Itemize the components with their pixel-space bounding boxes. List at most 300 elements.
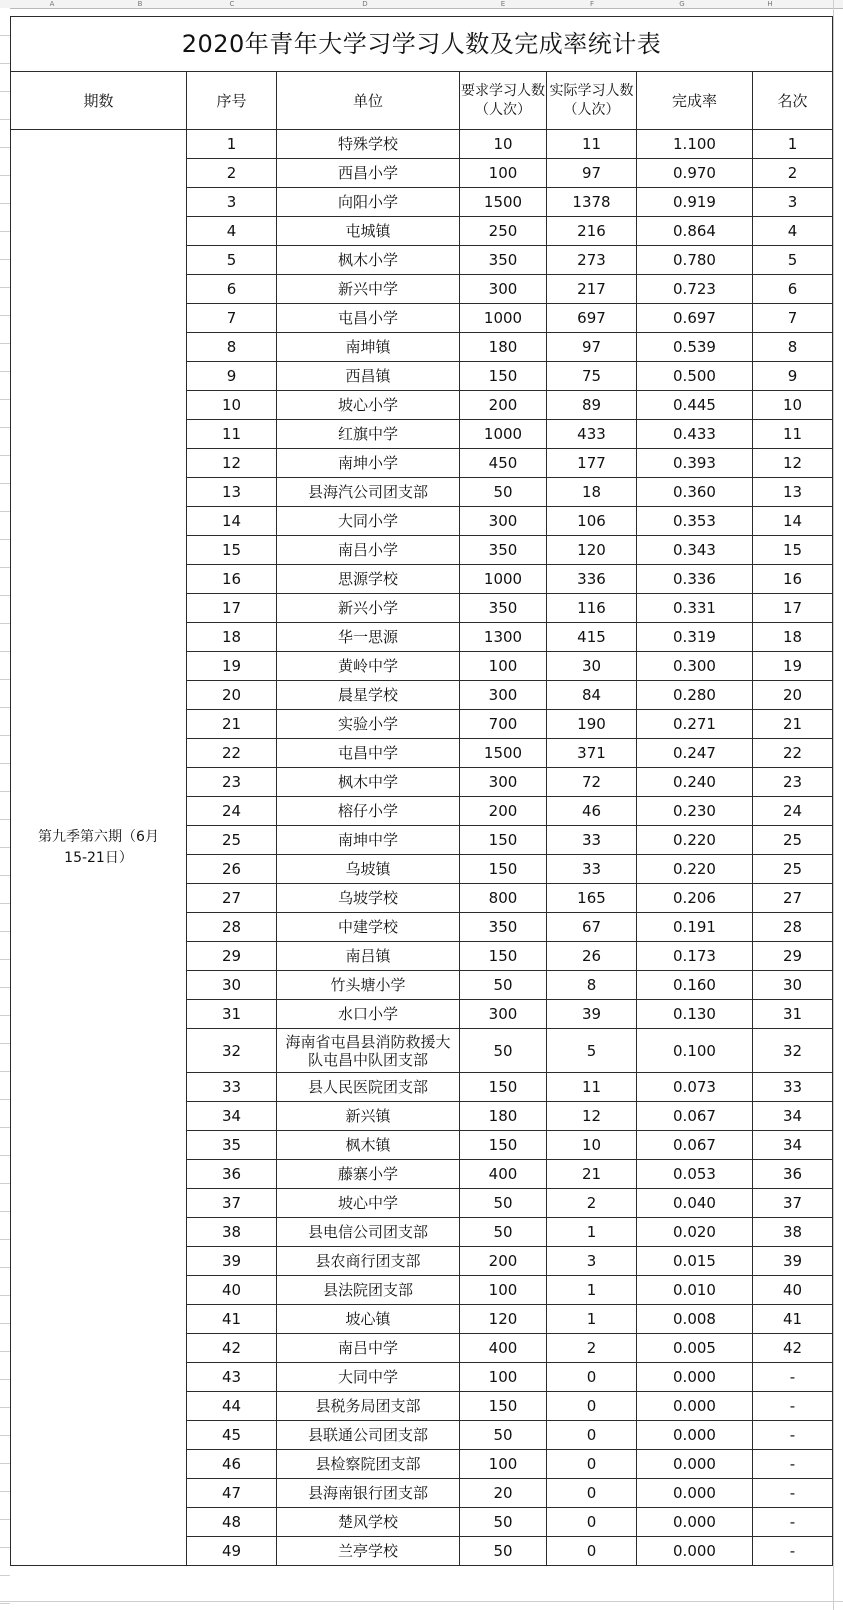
cell-rate[interactable]: 0.780 xyxy=(637,246,753,275)
cell-required[interactable]: 200 xyxy=(460,1247,547,1276)
cell-actual[interactable]: 33 xyxy=(547,855,637,884)
cell-actual[interactable]: 30 xyxy=(547,652,637,681)
cell-rank[interactable]: 15 xyxy=(753,536,833,565)
cell-actual[interactable]: 0 xyxy=(547,1450,637,1479)
cell-rank[interactable]: 16 xyxy=(753,565,833,594)
header-unit[interactable]: 单位 xyxy=(277,72,460,130)
cell-rate[interactable]: 0.000 xyxy=(637,1421,753,1450)
cell-seq[interactable]: 27 xyxy=(187,884,277,913)
cell-unit[interactable]: 枫木镇 xyxy=(277,1131,460,1160)
cell-required[interactable]: 150 xyxy=(460,1392,547,1421)
cell-actual[interactable]: 89 xyxy=(547,391,637,420)
cell-unit[interactable]: 枫木小学 xyxy=(277,246,460,275)
cell-actual[interactable]: 0 xyxy=(547,1421,637,1450)
cell-rank[interactable]: 34 xyxy=(753,1131,833,1160)
cell-rank[interactable]: 8 xyxy=(753,333,833,362)
cell-actual[interactable]: 165 xyxy=(547,884,637,913)
header-rate[interactable]: 完成率 xyxy=(637,72,753,130)
cell-unit[interactable]: 县农商行团支部 xyxy=(277,1247,460,1276)
cell-seq[interactable]: 6 xyxy=(187,275,277,304)
cell-rank[interactable]: 2 xyxy=(753,159,833,188)
cell-seq[interactable]: 4 xyxy=(187,217,277,246)
cell-required[interactable]: 1000 xyxy=(460,420,547,449)
cell-unit[interactable]: 南坤镇 xyxy=(277,333,460,362)
cell-required[interactable]: 50 xyxy=(460,1218,547,1247)
cell-rate[interactable]: 0.100 xyxy=(637,1029,753,1073)
cell-actual[interactable]: 84 xyxy=(547,681,637,710)
cell-seq[interactable]: 38 xyxy=(187,1218,277,1247)
cell-unit[interactable]: 南坤小学 xyxy=(277,449,460,478)
cell-actual[interactable]: 75 xyxy=(547,362,637,391)
cell-rate[interactable]: 0.393 xyxy=(637,449,753,478)
header-required[interactable]: 要求学习人数（人次） xyxy=(460,72,547,130)
cell-rank[interactable]: 24 xyxy=(753,797,833,826)
column-letter[interactable]: B xyxy=(137,0,143,8)
cell-rank[interactable]: 3 xyxy=(753,188,833,217)
cell-rate[interactable]: 0.191 xyxy=(637,913,753,942)
cell-rank[interactable]: 37 xyxy=(753,1189,833,1218)
cell-unit[interactable]: 南吕小学 xyxy=(277,536,460,565)
cell-required[interactable]: 300 xyxy=(460,275,547,304)
cell-actual[interactable]: 106 xyxy=(547,507,637,536)
cell-required[interactable]: 200 xyxy=(460,391,547,420)
cell-rank[interactable]: - xyxy=(753,1363,833,1392)
cell-rate[interactable]: 0.073 xyxy=(637,1073,753,1102)
cell-rate[interactable]: 0.000 xyxy=(637,1508,753,1537)
column-letter[interactable]: E xyxy=(500,0,506,8)
cell-unit[interactable]: 坡心中学 xyxy=(277,1189,460,1218)
cell-unit[interactable]: 县海汽公司团支部 xyxy=(277,478,460,507)
cell-rate[interactable]: 0.280 xyxy=(637,681,753,710)
cell-unit[interactable]: 新兴镇 xyxy=(277,1102,460,1131)
cell-actual[interactable]: 11 xyxy=(547,130,637,159)
table-title[interactable]: 2020年青年大学习学习人数及完成率统计表 xyxy=(11,17,833,72)
cell-rank[interactable]: 6 xyxy=(753,275,833,304)
cell-rank[interactable]: - xyxy=(753,1450,833,1479)
cell-seq[interactable]: 44 xyxy=(187,1392,277,1421)
cell-unit[interactable]: 屯昌小学 xyxy=(277,304,460,333)
cell-rate[interactable]: 0.230 xyxy=(637,797,753,826)
cell-rank[interactable]: - xyxy=(753,1508,833,1537)
cell-rate[interactable]: 0.173 xyxy=(637,942,753,971)
cell-required[interactable]: 150 xyxy=(460,1131,547,1160)
cell-rank[interactable]: - xyxy=(753,1392,833,1421)
cell-required[interactable]: 350 xyxy=(460,594,547,623)
cell-rank[interactable]: 40 xyxy=(753,1276,833,1305)
cell-rate[interactable]: 0.336 xyxy=(637,565,753,594)
cell-required[interactable]: 150 xyxy=(460,942,547,971)
cell-required[interactable]: 1500 xyxy=(460,188,547,217)
cell-rank[interactable]: 36 xyxy=(753,1160,833,1189)
cell-actual[interactable]: 177 xyxy=(547,449,637,478)
cell-seq[interactable]: 34 xyxy=(187,1102,277,1131)
cell-required[interactable]: 120 xyxy=(460,1305,547,1334)
cell-unit[interactable]: 县海南银行团支部 xyxy=(277,1479,460,1508)
cell-unit[interactable]: 县人民医院团支部 xyxy=(277,1073,460,1102)
column-letter[interactable]: C xyxy=(229,0,235,8)
cell-rate[interactable]: 0.220 xyxy=(637,826,753,855)
cell-required[interactable]: 150 xyxy=(460,1073,547,1102)
column-letter[interactable]: F xyxy=(589,0,595,8)
cell-seq[interactable]: 30 xyxy=(187,971,277,1000)
cell-seq[interactable]: 16 xyxy=(187,565,277,594)
cell-required[interactable]: 50 xyxy=(460,1189,547,1218)
cell-seq[interactable]: 19 xyxy=(187,652,277,681)
cell-required[interactable]: 100 xyxy=(460,1450,547,1479)
cell-seq[interactable]: 8 xyxy=(187,333,277,362)
cell-rank[interactable]: 13 xyxy=(753,478,833,507)
cell-rate[interactable]: 0.864 xyxy=(637,217,753,246)
cell-required[interactable]: 800 xyxy=(460,884,547,913)
cell-unit[interactable]: 坡心镇 xyxy=(277,1305,460,1334)
cell-unit[interactable]: 晨星学校 xyxy=(277,681,460,710)
cell-seq[interactable]: 2 xyxy=(187,159,277,188)
cell-required[interactable]: 50 xyxy=(460,1029,547,1073)
cell-unit[interactable]: 思源学校 xyxy=(277,565,460,594)
cell-actual[interactable]: 415 xyxy=(547,623,637,652)
cell-required[interactable]: 350 xyxy=(460,913,547,942)
cell-seq[interactable]: 9 xyxy=(187,362,277,391)
cell-rate[interactable]: 0.206 xyxy=(637,884,753,913)
cell-rate[interactable]: 0.500 xyxy=(637,362,753,391)
cell-unit[interactable]: 海南省屯昌县消防救援大队屯昌中队团支部 xyxy=(277,1029,460,1073)
cell-actual[interactable]: 39 xyxy=(547,1000,637,1029)
cell-unit[interactable]: 特殊学校 xyxy=(277,130,460,159)
cell-rate[interactable]: 0.160 xyxy=(637,971,753,1000)
cell-seq[interactable]: 39 xyxy=(187,1247,277,1276)
cell-actual[interactable]: 216 xyxy=(547,217,637,246)
cell-actual[interactable]: 3 xyxy=(547,1247,637,1276)
cell-rank[interactable]: 18 xyxy=(753,623,833,652)
cell-unit[interactable]: 竹头塘小学 xyxy=(277,971,460,1000)
cell-required[interactable]: 400 xyxy=(460,1334,547,1363)
cell-required[interactable]: 50 xyxy=(460,1537,547,1566)
cell-unit[interactable]: 兰亭学校 xyxy=(277,1537,460,1566)
cell-seq[interactable]: 28 xyxy=(187,913,277,942)
cell-rate[interactable]: 0.433 xyxy=(637,420,753,449)
cell-rank[interactable]: 29 xyxy=(753,942,833,971)
cell-unit[interactable]: 大同小学 xyxy=(277,507,460,536)
column-letter[interactable]: H xyxy=(767,0,773,8)
cell-rate[interactable]: 0.000 xyxy=(637,1392,753,1421)
cell-rate[interactable]: 0.040 xyxy=(637,1189,753,1218)
cell-required[interactable]: 50 xyxy=(460,478,547,507)
cell-rate[interactable]: 0.240 xyxy=(637,768,753,797)
cell-rate[interactable]: 0.697 xyxy=(637,304,753,333)
cell-seq[interactable]: 29 xyxy=(187,942,277,971)
cell-rate[interactable]: 0.010 xyxy=(637,1276,753,1305)
cell-rank[interactable]: 30 xyxy=(753,971,833,1000)
cell-seq[interactable]: 17 xyxy=(187,594,277,623)
cell-actual[interactable]: 5 xyxy=(547,1029,637,1073)
cell-required[interactable]: 1000 xyxy=(460,304,547,333)
cell-rank[interactable]: 39 xyxy=(753,1247,833,1276)
cell-seq[interactable]: 22 xyxy=(187,739,277,768)
cell-rank[interactable]: 11 xyxy=(753,420,833,449)
cell-seq[interactable]: 48 xyxy=(187,1508,277,1537)
cell-required[interactable]: 250 xyxy=(460,217,547,246)
cell-seq[interactable]: 21 xyxy=(187,710,277,739)
cell-unit[interactable]: 南吕中学 xyxy=(277,1334,460,1363)
cell-actual[interactable]: 116 xyxy=(547,594,637,623)
cell-required[interactable]: 300 xyxy=(460,507,547,536)
cell-actual[interactable]: 2 xyxy=(547,1189,637,1218)
cell-seq[interactable]: 15 xyxy=(187,536,277,565)
cell-unit[interactable]: 县检察院团支部 xyxy=(277,1450,460,1479)
column-letter[interactable]: D xyxy=(362,0,368,8)
cell-required[interactable]: 300 xyxy=(460,681,547,710)
cell-unit[interactable]: 坡心小学 xyxy=(277,391,460,420)
cell-actual[interactable]: 1378 xyxy=(547,188,637,217)
cell-required[interactable]: 100 xyxy=(460,1276,547,1305)
cell-rank[interactable]: 42 xyxy=(753,1334,833,1363)
cell-unit[interactable]: 新兴小学 xyxy=(277,594,460,623)
cell-unit[interactable]: 红旗中学 xyxy=(277,420,460,449)
cell-actual[interactable]: 1 xyxy=(547,1305,637,1334)
cell-seq[interactable]: 45 xyxy=(187,1421,277,1450)
cell-unit[interactable]: 乌坡镇 xyxy=(277,855,460,884)
cell-rank[interactable]: 1 xyxy=(753,130,833,159)
cell-unit[interactable]: 楚风学校 xyxy=(277,1508,460,1537)
cell-seq[interactable]: 46 xyxy=(187,1450,277,1479)
cell-seq[interactable]: 25 xyxy=(187,826,277,855)
cell-seq[interactable]: 1 xyxy=(187,130,277,159)
cell-rate[interactable]: 0.005 xyxy=(637,1334,753,1363)
cell-rate[interactable]: 0.247 xyxy=(637,739,753,768)
cell-seq[interactable]: 24 xyxy=(187,797,277,826)
cell-seq[interactable]: 36 xyxy=(187,1160,277,1189)
cell-rate[interactable]: 0.723 xyxy=(637,275,753,304)
cell-unit[interactable]: 新兴中学 xyxy=(277,275,460,304)
cell-required[interactable]: 10 xyxy=(460,130,547,159)
cell-required[interactable]: 100 xyxy=(460,159,547,188)
cell-seq[interactable]: 23 xyxy=(187,768,277,797)
cell-rate[interactable]: 0.008 xyxy=(637,1305,753,1334)
cell-rank[interactable]: 21 xyxy=(753,710,833,739)
cell-seq[interactable]: 41 xyxy=(187,1305,277,1334)
cell-rank[interactable]: 20 xyxy=(753,681,833,710)
cell-rank[interactable]: 7 xyxy=(753,304,833,333)
cell-required[interactable]: 1000 xyxy=(460,565,547,594)
cell-seq[interactable]: 49 xyxy=(187,1537,277,1566)
cell-unit[interactable]: 黄岭中学 xyxy=(277,652,460,681)
cell-rank[interactable]: 4 xyxy=(753,217,833,246)
cell-required[interactable]: 50 xyxy=(460,1508,547,1537)
cell-rank[interactable]: 28 xyxy=(753,913,833,942)
cell-seq[interactable]: 37 xyxy=(187,1189,277,1218)
cell-required[interactable]: 700 xyxy=(460,710,547,739)
cell-rank[interactable]: 9 xyxy=(753,362,833,391)
cell-actual[interactable]: 273 xyxy=(547,246,637,275)
cell-seq[interactable]: 10 xyxy=(187,391,277,420)
cell-rate[interactable]: 0.000 xyxy=(637,1363,753,1392)
cell-rate[interactable]: 0.067 xyxy=(637,1102,753,1131)
cell-rate[interactable]: 0.053 xyxy=(637,1160,753,1189)
cell-unit[interactable]: 藤寨小学 xyxy=(277,1160,460,1189)
cell-unit[interactable]: 水口小学 xyxy=(277,1000,460,1029)
cell-actual[interactable]: 120 xyxy=(547,536,637,565)
cell-actual[interactable]: 67 xyxy=(547,913,637,942)
cell-required[interactable]: 300 xyxy=(460,768,547,797)
cell-rate[interactable]: 0.353 xyxy=(637,507,753,536)
cell-seq[interactable]: 5 xyxy=(187,246,277,275)
cell-rank[interactable]: 19 xyxy=(753,652,833,681)
cell-rate[interactable]: 0.000 xyxy=(637,1537,753,1566)
cell-actual[interactable]: 0 xyxy=(547,1363,637,1392)
cell-rate[interactable]: 0.445 xyxy=(637,391,753,420)
cell-seq[interactable]: 47 xyxy=(187,1479,277,1508)
cell-unit[interactable]: 枫木中学 xyxy=(277,768,460,797)
cell-unit[interactable]: 县电信公司团支部 xyxy=(277,1218,460,1247)
cell-actual[interactable]: 33 xyxy=(547,826,637,855)
cell-rank[interactable]: 23 xyxy=(753,768,833,797)
cell-required[interactable]: 180 xyxy=(460,1102,547,1131)
cell-actual[interactable]: 1 xyxy=(547,1218,637,1247)
cell-actual[interactable]: 11 xyxy=(547,1073,637,1102)
cell-required[interactable]: 200 xyxy=(460,797,547,826)
cell-actual[interactable]: 26 xyxy=(547,942,637,971)
cell-seq[interactable]: 7 xyxy=(187,304,277,333)
cell-rank[interactable]: - xyxy=(753,1537,833,1566)
cell-actual[interactable]: 12 xyxy=(547,1102,637,1131)
cell-actual[interactable]: 0 xyxy=(547,1508,637,1537)
cell-actual[interactable]: 1 xyxy=(547,1276,637,1305)
cell-rate[interactable]: 0.360 xyxy=(637,478,753,507)
cell-rank[interactable]: 33 xyxy=(753,1073,833,1102)
cell-rank[interactable]: 41 xyxy=(753,1305,833,1334)
cell-rank[interactable]: 25 xyxy=(753,855,833,884)
cell-required[interactable]: 1500 xyxy=(460,739,547,768)
cell-actual[interactable]: 0 xyxy=(547,1537,637,1566)
cell-unit[interactable]: 乌坡学校 xyxy=(277,884,460,913)
cell-actual[interactable]: 697 xyxy=(547,304,637,333)
cell-unit[interactable]: 华一思源 xyxy=(277,623,460,652)
cell-actual[interactable]: 72 xyxy=(547,768,637,797)
cell-unit[interactable]: 向阳小学 xyxy=(277,188,460,217)
cell-unit[interactable]: 屯城镇 xyxy=(277,217,460,246)
cell-unit[interactable]: 南吕镇 xyxy=(277,942,460,971)
cell-rank[interactable]: 5 xyxy=(753,246,833,275)
cell-required[interactable]: 20 xyxy=(460,1479,547,1508)
cell-required[interactable]: 150 xyxy=(460,362,547,391)
cell-actual[interactable]: 0 xyxy=(547,1479,637,1508)
cell-unit[interactable]: 榕仔小学 xyxy=(277,797,460,826)
cell-seq[interactable]: 3 xyxy=(187,188,277,217)
cell-actual[interactable]: 18 xyxy=(547,478,637,507)
cell-rate[interactable]: 0.343 xyxy=(637,536,753,565)
cell-actual[interactable]: 97 xyxy=(547,333,637,362)
cell-unit[interactable]: 西昌小学 xyxy=(277,159,460,188)
cell-actual[interactable]: 97 xyxy=(547,159,637,188)
cell-rank[interactable]: 10 xyxy=(753,391,833,420)
cell-seq[interactable]: 18 xyxy=(187,623,277,652)
cell-required[interactable]: 300 xyxy=(460,1000,547,1029)
cell-rate[interactable]: 0.539 xyxy=(637,333,753,362)
cell-unit[interactable]: 实验小学 xyxy=(277,710,460,739)
cell-required[interactable]: 150 xyxy=(460,855,547,884)
cell-required[interactable]: 400 xyxy=(460,1160,547,1189)
cell-required[interactable]: 150 xyxy=(460,826,547,855)
cell-seq[interactable]: 26 xyxy=(187,855,277,884)
cell-unit[interactable]: 县税务局团支部 xyxy=(277,1392,460,1421)
cell-rank[interactable]: 12 xyxy=(753,449,833,478)
cell-required[interactable]: 50 xyxy=(460,1421,547,1450)
cell-seq[interactable]: 42 xyxy=(187,1334,277,1363)
cell-rate[interactable]: 0.020 xyxy=(637,1218,753,1247)
cell-rate[interactable]: 0.331 xyxy=(637,594,753,623)
cell-rank[interactable]: 25 xyxy=(753,826,833,855)
cell-actual[interactable]: 8 xyxy=(547,971,637,1000)
cell-actual[interactable]: 433 xyxy=(547,420,637,449)
cell-seq[interactable]: 20 xyxy=(187,681,277,710)
column-letter[interactable]: A xyxy=(49,0,55,8)
cell-unit[interactable]: 中建学校 xyxy=(277,913,460,942)
cell-rate[interactable]: 1.100 xyxy=(637,130,753,159)
cell-rank[interactable]: 34 xyxy=(753,1102,833,1131)
cell-unit[interactable]: 南坤中学 xyxy=(277,826,460,855)
cell-seq[interactable]: 43 xyxy=(187,1363,277,1392)
cell-actual[interactable]: 21 xyxy=(547,1160,637,1189)
cell-actual[interactable]: 2 xyxy=(547,1334,637,1363)
column-letter[interactable]: G xyxy=(679,0,685,8)
cell-rank[interactable]: 32 xyxy=(753,1029,833,1073)
cell-rate[interactable]: 0.319 xyxy=(637,623,753,652)
cell-actual[interactable]: 371 xyxy=(547,739,637,768)
cell-rate[interactable]: 0.300 xyxy=(637,652,753,681)
cell-required[interactable]: 350 xyxy=(460,246,547,275)
header-period[interactable]: 期数 xyxy=(11,72,187,130)
header-seq[interactable]: 序号 xyxy=(187,72,277,130)
cell-rank[interactable]: 14 xyxy=(753,507,833,536)
cell-rate[interactable]: 0.067 xyxy=(637,1131,753,1160)
cell-rate[interactable]: 0.130 xyxy=(637,1000,753,1029)
header-rank[interactable]: 名次 xyxy=(753,72,833,130)
cell-required[interactable]: 50 xyxy=(460,971,547,1000)
cell-required[interactable]: 450 xyxy=(460,449,547,478)
period-cell[interactable]: 第九季第六期（6月15-21日） xyxy=(11,130,187,1566)
cell-rank[interactable]: 38 xyxy=(753,1218,833,1247)
cell-seq[interactable]: 35 xyxy=(187,1131,277,1160)
cell-seq[interactable]: 33 xyxy=(187,1073,277,1102)
cell-required[interactable]: 100 xyxy=(460,1363,547,1392)
cell-unit[interactable]: 大同中学 xyxy=(277,1363,460,1392)
cell-required[interactable]: 350 xyxy=(460,536,547,565)
cell-rate[interactable]: 0.970 xyxy=(637,159,753,188)
cell-seq[interactable]: 12 xyxy=(187,449,277,478)
cell-rank[interactable]: 22 xyxy=(753,739,833,768)
cell-actual[interactable]: 190 xyxy=(547,710,637,739)
cell-seq[interactable]: 14 xyxy=(187,507,277,536)
cell-rate[interactable]: 0.271 xyxy=(637,710,753,739)
cell-required[interactable]: 180 xyxy=(460,333,547,362)
cell-seq[interactable]: 31 xyxy=(187,1000,277,1029)
cell-rate[interactable]: 0.919 xyxy=(637,188,753,217)
cell-rank[interactable]: - xyxy=(753,1479,833,1508)
cell-required[interactable]: 1300 xyxy=(460,623,547,652)
cell-unit[interactable]: 县联通公司团支部 xyxy=(277,1421,460,1450)
cell-unit[interactable]: 屯昌中学 xyxy=(277,739,460,768)
cell-rank[interactable]: 31 xyxy=(753,1000,833,1029)
cell-unit[interactable]: 西昌镇 xyxy=(277,362,460,391)
cell-unit[interactable]: 县法院团支部 xyxy=(277,1276,460,1305)
cell-seq[interactable]: 40 xyxy=(187,1276,277,1305)
cell-actual[interactable]: 46 xyxy=(547,797,637,826)
cell-seq[interactable]: 32 xyxy=(187,1029,277,1073)
cell-actual[interactable]: 10 xyxy=(547,1131,637,1160)
cell-actual[interactable]: 0 xyxy=(547,1392,637,1421)
cell-required[interactable]: 100 xyxy=(460,652,547,681)
cell-actual[interactable]: 217 xyxy=(547,275,637,304)
